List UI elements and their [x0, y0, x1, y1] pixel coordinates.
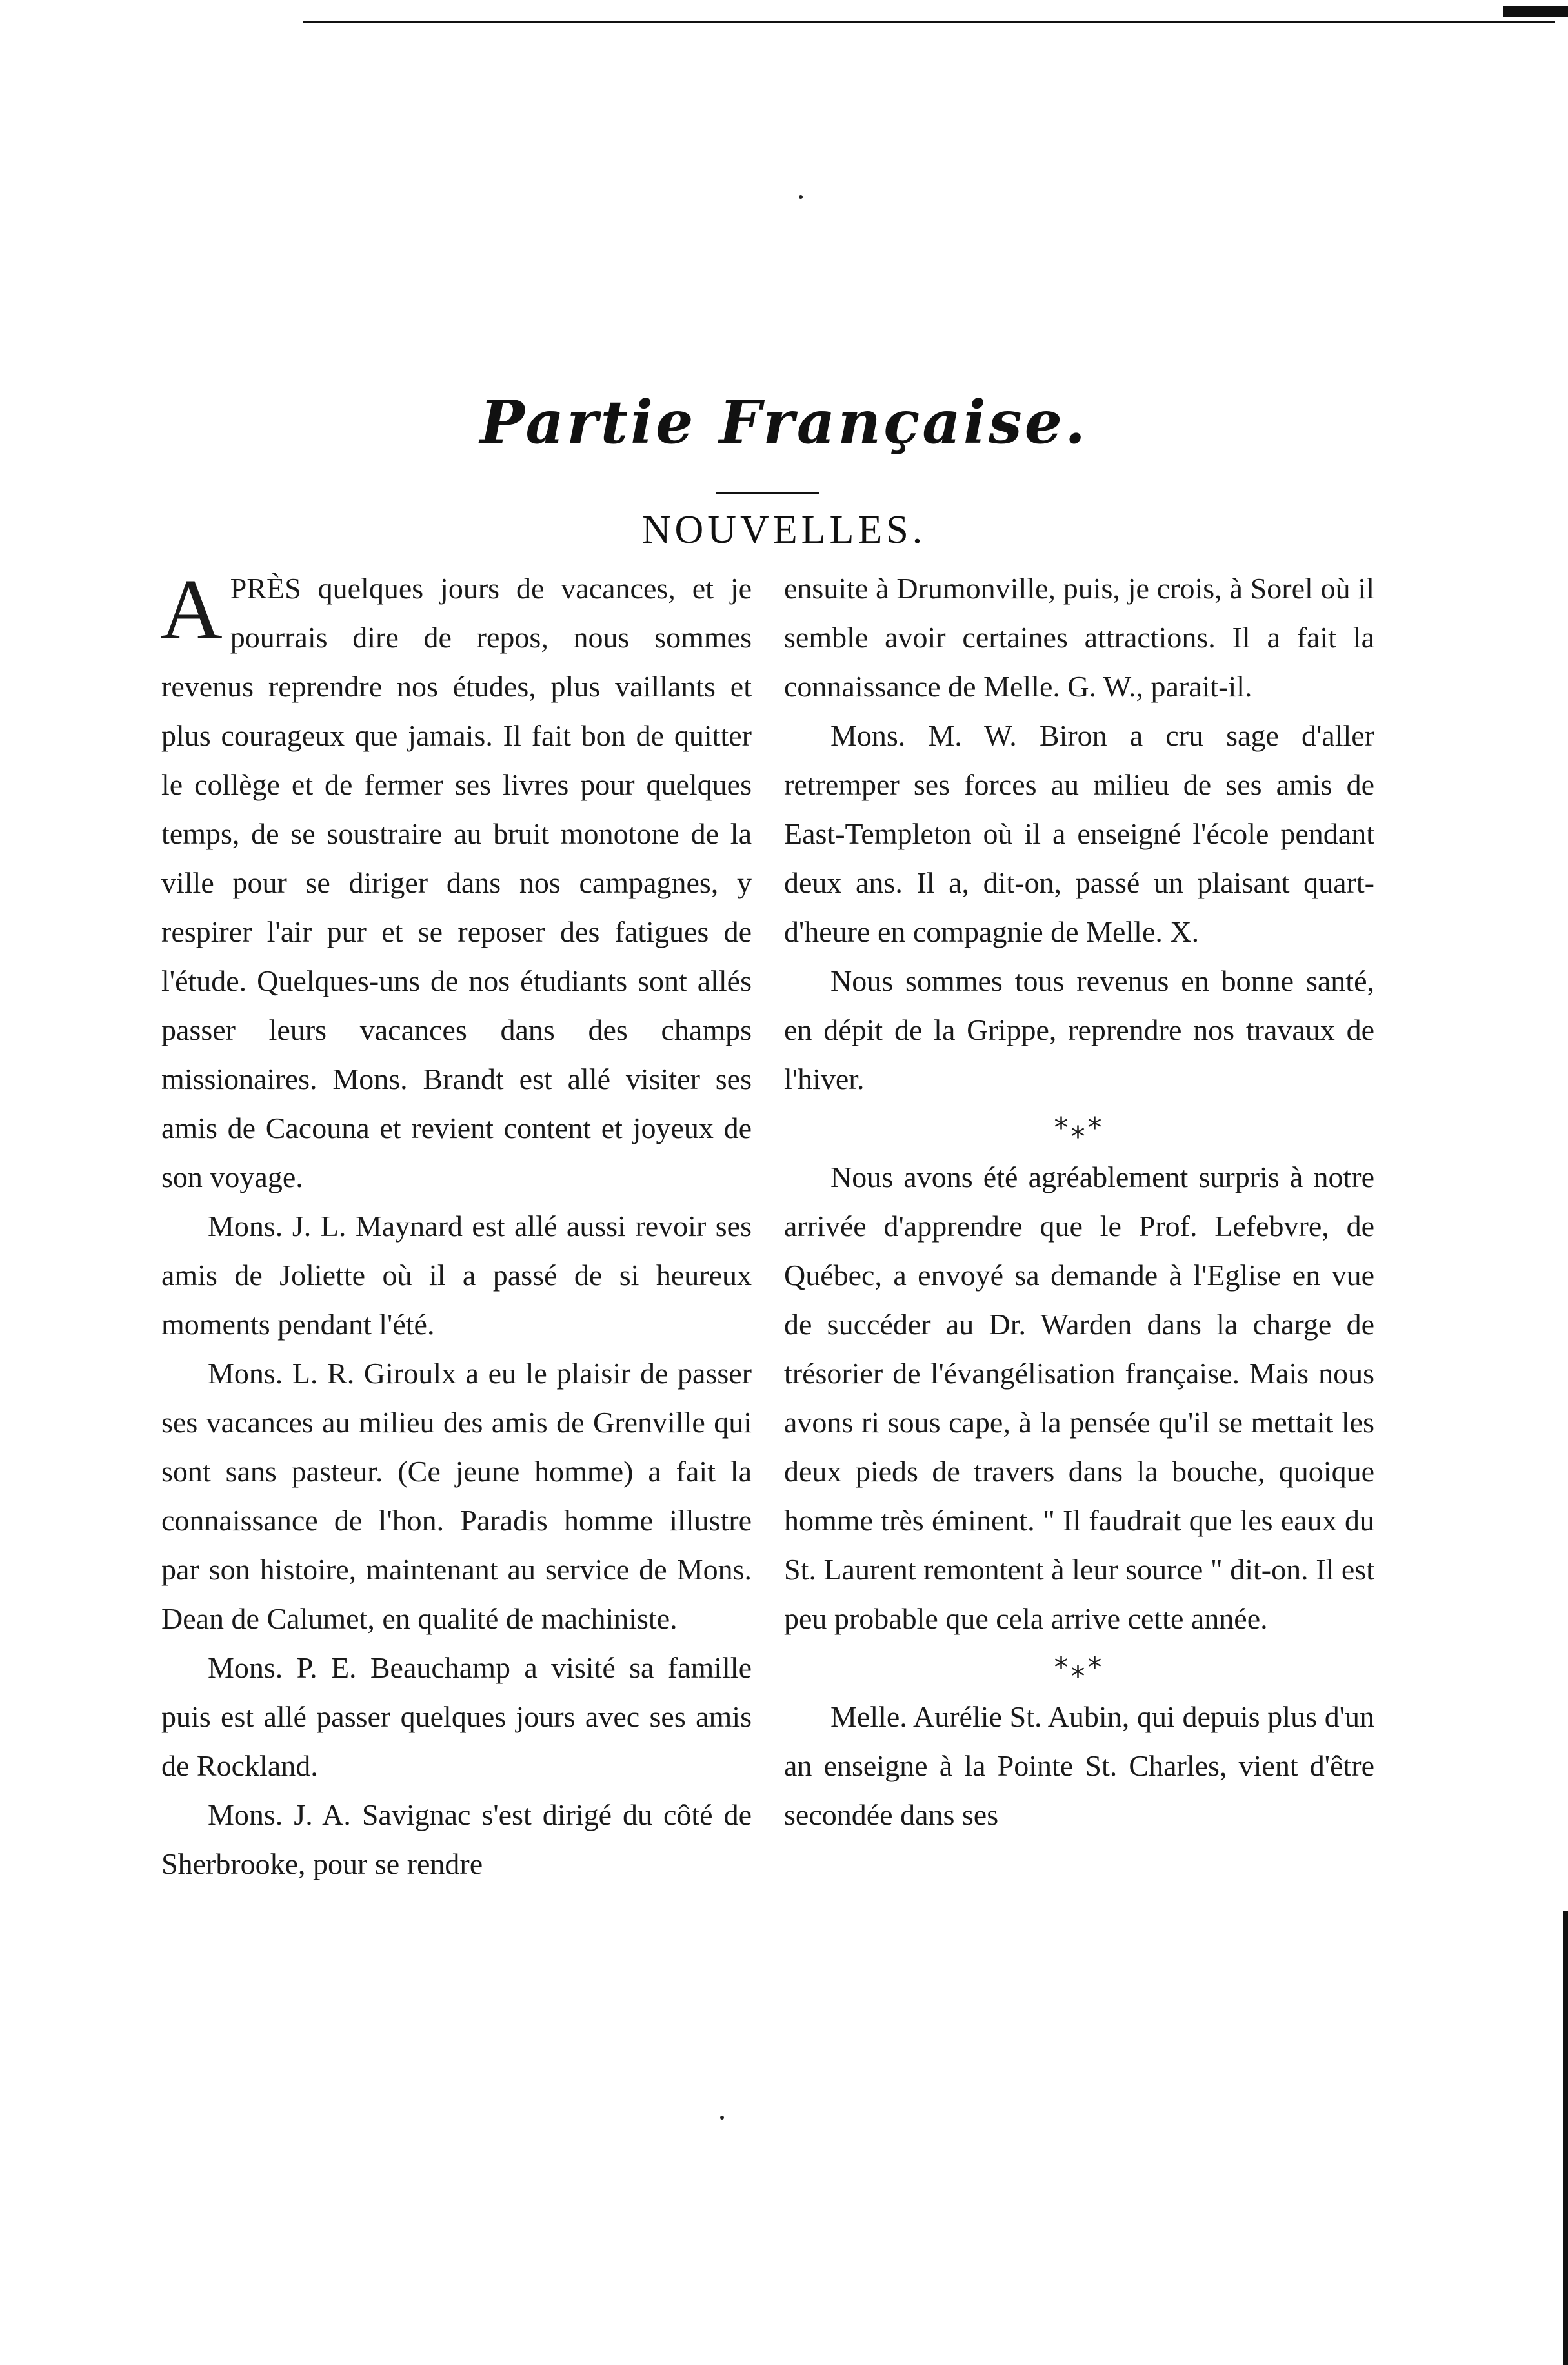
paragraph-text: PRÈS quelques jours de vacances, et je pourrais dire de repos, nous sommes revenus reprendre nos études, plus vaillants et plus courageux que jamais. Il fait bon de quitter le collège et de fermer ses livres pour quelques temps, de se soustraire au bruit monotone de la ville pour se diriger dans nos campagnes, y respirer l'air pur et se reposer des fatigues de l'étude. Quelques-uns de nos étudiants sont allés passer leurs vacances dans des champs missionaires. Mons. Brandt est allé visiter ses amis de Cacouna et revient content et joyeux de son voyage. [161, 572, 752, 1193]
asterism-divider: *⁎* [1054, 1651, 1105, 1684]
paragraph: Mons. M. W. Biron a cru sage d'aller retremper ses forces au milieu de ses amis de East-Templeton où il a enseigné l'école pendant deux ans. Il a, dit-on, passé un plaisant quart-d'heure en compagnie de Melle. X. [784, 719, 1374, 948]
paragraph: Nous sommes tous revenus en bonne santé, en dépit de la Grippe, reprendre nos travaux de l'hiver. [784, 964, 1374, 1095]
paragraph: Mons. P. E. Beauchamp a visité sa famille puis est allé passer quelques jours avec ses amis de Rockland. [161, 1651, 752, 1782]
paragraph: ensuite à Drumonville, puis, je crois, à Sorel où il semble avoir certaines attractions. Il a fait la connaissance de Melle. G. W., parait-il. [784, 572, 1374, 703]
title-rule [716, 492, 819, 494]
paragraph: Mons. J. A. Savignac s'est dirigé du côté de Sherbrooke, pour se rendre [161, 1798, 752, 1880]
top-rule-heavy [1503, 6, 1568, 17]
page-edge-bar [1563, 1911, 1568, 2365]
paragraph: Nous avons été agréablement surpris à notre arrivée d'apprendre que le Prof. Lefebvre, de Québec, a envoyé sa demande à l'Eglise en vue de succéder au Dr. Warden dans la charge de trésorier de l'évangélisation française. Mais nous avons ri sous cape, à la pensée qu'il se mettait les deux pieds de travers dans la bouche, quoique homme très éminent. " Il faudrait que les eaux du St. Laurent remontent à leur source " dit-on. Il est peu probable que cela arrive cette année. [784, 1161, 1374, 1635]
section-title: Partie Française. [479, 387, 1089, 457]
paragraph [161, 564, 752, 1202]
right-column [784, 564, 1374, 1840]
left-column [161, 564, 752, 1889]
paragraph: Mons. L. R. Giroulx a eu le plaisir de passer ses vacances au milieu des amis de Grenville qui sont sans pasteur. (Ce jeune homme) a fait la connaissance de l'hon. Paradis homme illustre par son histoire, maintenant au service de Mons. Dean de Calumet, en qualité de machiniste. [161, 1357, 752, 1635]
asterism-divider: *⁎* [1054, 1111, 1105, 1144]
paragraph: Melle. Aurélie St. Aubin, qui depuis plus d'un an enseigne à la Pointe St. Charles, vient d'être secondée dans ses [784, 1700, 1374, 1831]
print-speck [720, 2116, 724, 2120]
article-heading: NOUVELLES. [641, 508, 927, 552]
paragraph: Mons. J. L. Maynard est allé aussi revoir ses amis de Joliette où il a passé de si heureux moments pendant l'été. [161, 1210, 752, 1341]
drop-cap: A [160, 562, 223, 657]
top-rule [303, 21, 1555, 23]
print-speck [799, 195, 803, 199]
